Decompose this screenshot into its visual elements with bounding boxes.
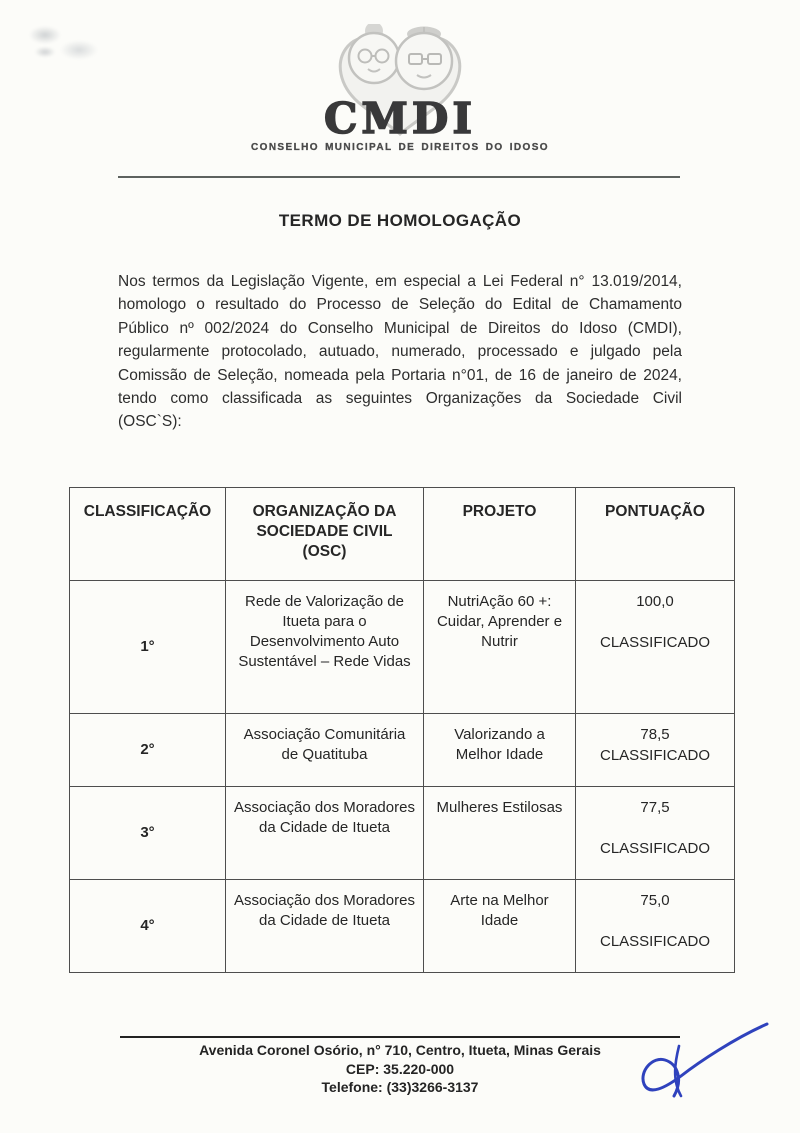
cell-classification: 1° xyxy=(70,581,226,714)
status-label: CLASSIFICADO xyxy=(599,634,711,651)
logo-subtitle: CONSELHO MUNICIPAL DE DIREITOS DO IDOSO xyxy=(251,142,549,153)
cell-organization: Associação Comunitária de Quatituba xyxy=(226,714,424,787)
logo-acronym: CMDI xyxy=(324,94,476,143)
cell-organization: Associação dos Moradores da Cidade de Itueta xyxy=(226,787,424,880)
cell-project: Valorizando a Melhor Idade xyxy=(424,714,576,787)
page-title: TERMO DE HOMOLOGAÇÃO xyxy=(278,211,522,230)
cell-project: Arte na Melhor Idade xyxy=(424,880,576,973)
cell-classification: 2° xyxy=(70,714,226,787)
cell-score xyxy=(576,581,735,714)
scan-smudge xyxy=(52,36,106,64)
table-row xyxy=(70,787,735,880)
footer-cep: CEP: 35.220-000 xyxy=(345,1060,455,1077)
table-row xyxy=(70,714,735,787)
table-row xyxy=(70,581,735,714)
score-value: 78,5 xyxy=(640,726,670,743)
status-label: CLASSIFICADO xyxy=(599,933,711,950)
cell-classification: 4° xyxy=(70,880,226,973)
column-header-score: PONTUAÇÃO xyxy=(576,488,735,581)
body-paragraph: Nos termos da Legislação Vigente, em especial a Lei Federal n° 13.019/2014, homologo o resultado do Processo de Seleção do Edital de Chamamento Público nº 002/2024 do Conselho Municipal de Direitos do Idoso (CMDI), regularmente protocolado, autuado, numerado, processado e julgado pela Comissão de Seleção, nomeada pela Portaria n°01, de 16 de janeiro de 2024, tendo como classificada as seguintes Organizações da Sociedade Civil (OSC`S): xyxy=(118,273,682,431)
classification-table xyxy=(69,487,735,973)
pen-signature xyxy=(595,1016,775,1116)
scan-smudge xyxy=(30,44,60,60)
cell-score xyxy=(576,787,735,880)
column-header-classification: CLASSIFICAÇÃO xyxy=(70,488,226,581)
footer-phone: Telefone: (33)3266-3137 xyxy=(321,1079,479,1095)
cell-organization: Associação dos Moradores da Cidade de Itueta xyxy=(226,880,424,973)
cell-organization: Rede de Valorização de Itueta para o Desenvolvimento Auto Sustentável – Rede Vidas xyxy=(226,581,424,714)
score-value: 100,0 xyxy=(636,593,674,610)
footer-address: Avenida Coronel Osório, n° 710, Centro, Itueta, Minas Gerais xyxy=(199,1042,601,1058)
cell-score xyxy=(576,714,735,787)
header-divider xyxy=(118,176,680,178)
cell-classification: 3° xyxy=(70,787,226,880)
score-value: 77,5 xyxy=(640,799,670,816)
cell-project: Mulheres Estilosas xyxy=(424,787,576,880)
column-header-project: PROJETO xyxy=(424,488,576,581)
cell-score xyxy=(576,880,735,973)
column-header-organization: ORGANIZAÇÃO DA SOCIEDADE CIVIL (OSC) xyxy=(226,488,424,581)
status-label: CLASSIFICADO xyxy=(599,840,711,857)
score-value: 75,0 xyxy=(640,892,670,909)
table-row xyxy=(70,880,735,973)
table-header-row xyxy=(70,488,735,581)
status-label: CLASSIFICADO xyxy=(599,747,711,764)
cell-project: NutriAção 60 +: Cuidar, Aprender e Nutrir xyxy=(424,581,576,714)
